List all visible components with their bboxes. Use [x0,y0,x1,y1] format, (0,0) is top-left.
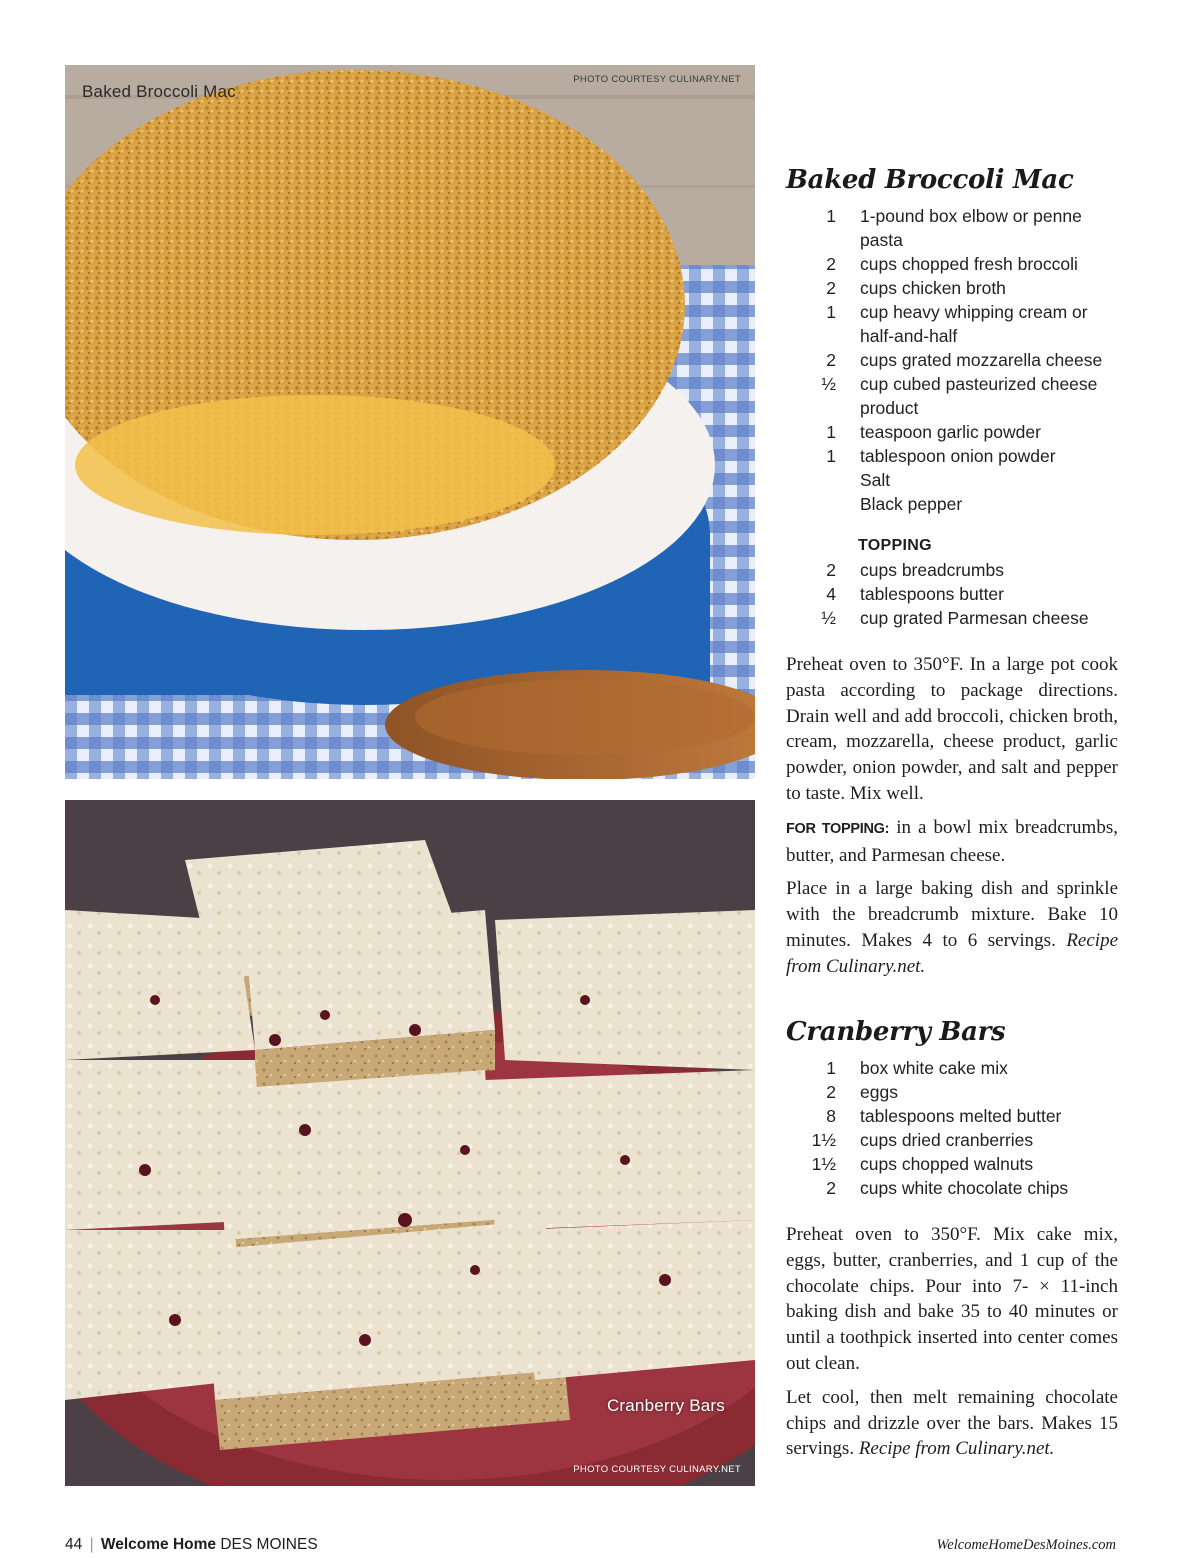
ingredient-item [786,276,1118,300]
magazine-name: Welcome Home [100,1536,217,1553]
ingredient-quantity [786,492,836,516]
ingredient-name: eggs [860,1082,898,1102]
ingredient-item [786,1128,1118,1152]
page-footer-folio [65,1536,318,1554]
ingredient-quantity: 2 [826,278,836,298]
ingredient-item [786,204,1118,252]
topping-ingredient-list [786,558,1118,630]
ingredient-name: teaspoon garlic powder [860,422,1041,442]
ingredient-item [786,348,1118,372]
ingredient-quantity: 2 [826,1178,836,1198]
ingredient-name: cup heavy whipping cream or half-and-half [860,302,1088,346]
ingredient-item [786,300,1118,348]
ingredient-item [786,1176,1118,1200]
ingredient-item [786,468,1118,492]
ingredient-quantity: ½ [821,608,836,628]
photo-caption: Cranberry Bars [606,1396,725,1415]
ingredient-quantity: ½ [821,374,836,394]
ingredient-item [786,1152,1118,1176]
ingredient-quantity: 4 [826,584,836,604]
ingredient-item [786,252,1118,276]
ingredient-quantity: 1½ [811,1130,836,1150]
instruction-text: Place in a large baking dish and sprinkle with the breadcrumb mixture. Bake 10 minutes. Makes 4 to 6 servings. [786,878,1118,951]
footer-separator: | [89,1536,94,1553]
recipe-credit: Recipe from Culinary.net. [786,929,1118,977]
ingredient-item [786,372,1118,420]
page-number: 44 [65,1536,83,1553]
website-url[interactable]: WelcomeHomeDesMoines.com [936,1537,1116,1553]
ingredient-quantity: 1 [826,302,836,322]
ingredient-item [786,420,1118,444]
ingredient-quantity: 1 [826,1058,836,1078]
ingredient-name: cups chopped fresh broccoli [860,254,1078,274]
ingredient-name: cup cubed pasteurized cheese product [860,374,1098,418]
ingredient-name: cups breadcrumbs [860,560,1004,580]
recipe-credit: Recipe from Culinary.net. [858,1438,1055,1460]
topping-lead-label: FOR TOPPING: [786,820,890,837]
ingredient-item [786,444,1118,468]
photo-credit: PHOTO COURTESY CULINARY.NET [573,1464,741,1475]
ingredient-quantity: 2 [826,1082,836,1102]
ingredient-quantity: 2 [826,350,836,370]
ingredient-item [786,582,1118,606]
ingredient-item [786,606,1118,630]
ingredient-name: cups chicken broth [860,278,1006,298]
ingredient-quantity: 1 [826,446,836,466]
ingredient-name: tablespoons melted butter [860,1106,1062,1126]
ingredient-name: cup grated Parmesan cheese [860,608,1089,628]
photo-credit: PHOTO COURTESY CULINARY.NET [573,74,741,85]
ingredient-name: cups white chocolate chips [860,1178,1069,1198]
instruction-paragraph: Preheat oven to 350°F. In a large pot cook pasta according to package directions. Drain well and add broccoli, chicken broth, cream, mozzarella, cheese product, garlic powder, onion powder, and salt and pepper to taste. Mix well. [786,654,1118,804]
mac-and-cheese-illustration [65,65,755,779]
ingredient-name: cups chopped walnuts [860,1154,1034,1174]
ingredient-quantity: 1 [826,206,836,226]
recipe-cranberry-bars [786,1012,1118,1462]
topping-heading: TOPPING [858,537,932,554]
recipe-title: Baked Broccoli Mac [786,165,1074,195]
ingredient-item [786,492,1118,516]
ingredient-name: cups dried cranberries [860,1130,1034,1150]
photo-caption: Baked Broccoli Mac [82,82,236,101]
ingredient-quantity [786,468,836,492]
ingredient-name: Black pepper [860,494,963,514]
ingredient-name: tablespoons butter [860,584,1004,604]
cranberry-bars-photo [65,800,755,1486]
recipe-baked-broccoli-mac [786,160,1118,980]
ingredient-name: cups grated mozzarella cheese [860,350,1103,370]
ingredient-item [786,1104,1118,1128]
ingredient-quantity: 8 [826,1106,836,1126]
magazine-city: DES MOINES [220,1536,318,1553]
ingredient-quantity: 1 [826,422,836,442]
ingredient-name: Salt [860,470,891,490]
ingredient-list [786,1056,1118,1200]
recipe-title: Cranberry Bars [786,1017,1006,1047]
ingredient-quantity: 1½ [811,1154,836,1174]
ingredient-item [786,558,1118,582]
instruction-paragraph [786,876,1118,979]
instruction-paragraph [786,1385,1118,1462]
instruction-paragraph [786,815,1118,869]
ingredient-item [786,1056,1118,1080]
instruction-text: Let cool, then melt remaining chocolate chips and drizzle over the bars. Makes 15 servings. [786,1386,1118,1460]
ingredient-item [786,1080,1118,1104]
ingredient-name: 1-pound box elbow or penne pasta [860,206,1082,250]
instruction-paragraph: Preheat oven to 350°F. Mix cake mix, eggs, butter, cranberries, and 1 cup of the chocolate chips. Pour into 7- × 11-inch baking dish and bake 35 to 40 minutes or until a toothpick inserted into center comes out clean. [786,1224,1118,1374]
baked-broccoli-mac-photo [65,65,755,779]
ingredient-list [786,204,1118,516]
ingredient-name: box white cake mix [860,1058,1008,1078]
instruction-text: in a bowl mix breadcrumbs, butter, and Parmesan cheese. [786,816,1118,866]
cranberry-bars-illustration [65,800,755,1486]
ingredient-quantity: 2 [826,560,836,580]
ingredient-quantity: 2 [826,254,836,274]
ingredient-name: tablespoon onion powder [860,446,1056,466]
